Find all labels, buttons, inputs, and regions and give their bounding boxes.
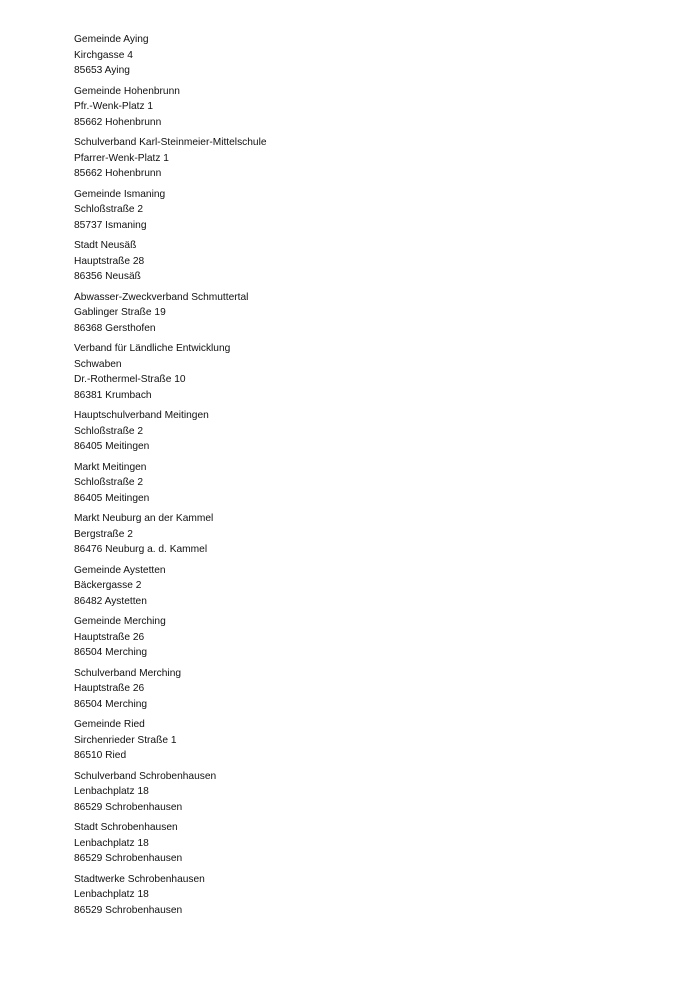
organization-name: Hauptschulverband Meitingen [74,410,209,421]
postal-city: 86529 Schrobenhausen [74,904,183,916]
address-block [74,135,634,182]
street-address: Hauptstraße 26 [74,631,145,643]
street-address: Pfarrer-Wenk-Platz 1 [74,152,169,164]
address-block [74,769,634,816]
address-block [74,614,634,661]
street-address: Dr.-Rothermel-Straße 10 [74,374,186,385]
address-block [74,666,634,713]
address-block [74,238,634,285]
address-list [74,32,634,923]
address-block [74,341,634,403]
street-address: Lenbachplatz 18 [74,889,149,900]
postal-city: 86368 Gersthofen [74,322,156,334]
street-address: Kirchgasse 4 [74,49,133,61]
organization-name-continued: Schwaben [74,358,122,370]
organization-name: Abwasser-Zweckverband Schmuttertal [74,291,249,303]
organization-name: Gemeinde Aying [74,34,149,45]
address-block [74,511,634,558]
postal-city: 86482 Aystetten [74,595,147,607]
postal-city: 86476 Neuburg a. d. Kammel [74,544,208,555]
address-block [74,563,634,610]
street-address: Lenbachplatz 18 [74,837,149,849]
street-address: Lenbachplatz 18 [74,786,149,797]
organization-name: Schulverband Merching [74,667,182,679]
address-block [74,717,634,764]
postal-city: 86405 Meitingen [74,441,150,452]
postal-city: 86356 Neusäß [74,271,141,282]
street-address: Hauptstraße 28 [74,255,145,267]
postal-city: 86405 Meitingen [74,492,150,504]
address-block [74,460,634,507]
postal-city: 86504 Merching [74,647,148,658]
address-block [74,408,634,455]
street-address: Schloßstraße 2 [74,204,144,215]
address-block [74,32,634,79]
postal-city: 85662 Hohenbrunn [74,168,162,179]
postal-city: 86529 Schrobenhausen [74,801,183,813]
organization-name: Markt Neuburg an der Kammel [74,513,214,524]
street-address: Gablinger Straße 19 [74,307,166,318]
organization-name: Gemeinde Merching [74,616,166,627]
address-block [74,820,634,867]
street-address: Sirchenrieder Straße 1 [74,734,177,746]
postal-city: 86381 Krumbach [74,389,152,401]
postal-city: 86529 Schrobenhausen [74,853,183,864]
address-block [74,187,634,234]
organization-name: Gemeinde Ried [74,719,145,730]
address-block [74,290,634,337]
postal-city: 86504 Merching [74,698,148,710]
organization-name: Schulverband Schrobenhausen [74,770,217,782]
street-address: Bäckergasse 2 [74,580,142,591]
street-address: Schloßstraße 2 [74,425,144,437]
organization-name: Gemeinde Ismaning [74,188,166,200]
organization-name: Stadtwerke Schrobenhausen [74,873,205,885]
organization-name: Stadt Schrobenhausen [74,822,178,833]
organization-name: Gemeinde Hohenbrunn [74,85,180,97]
address-block [74,84,634,131]
postal-city: 85662 Hohenbrunn [74,116,162,128]
postal-city: 85737 Ismaning [74,219,147,231]
street-address: Schloßstraße 2 [74,477,144,488]
organization-name: Gemeinde Aystetten [74,564,166,576]
postal-city: 86510 Ried [74,750,127,761]
street-address: Hauptstraße 26 [74,683,145,694]
organization-name: Verband für Ländliche Entwicklung [74,343,231,354]
postal-city: 85653 Aying [74,65,130,76]
organization-name: Schulverband Karl-Steinmeier-Mittelschule [74,137,267,148]
organization-name: Markt Meitingen [74,461,147,473]
address-block [74,872,634,919]
organization-name: Stadt Neusäß [74,240,137,251]
street-address: Bergstraße 2 [74,528,133,540]
street-address: Pfr.-Wenk-Platz 1 [74,101,154,112]
